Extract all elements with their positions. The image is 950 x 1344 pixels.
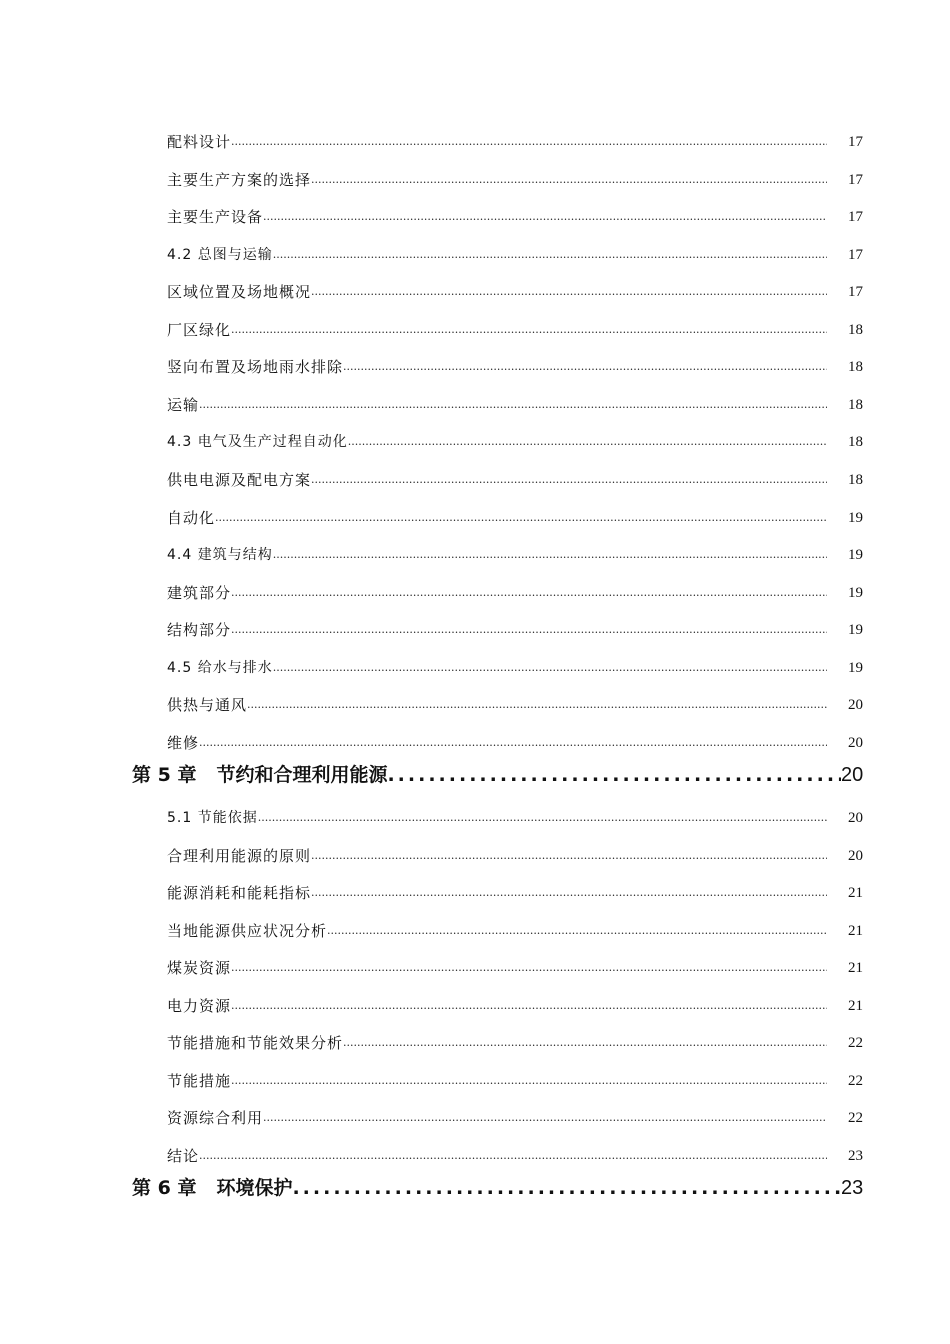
toc-entry-page: 19 <box>848 547 863 563</box>
toc-entry-page: 18 <box>848 322 863 338</box>
toc-entry[interactable] <box>167 504 863 528</box>
toc-entry[interactable] <box>167 729 863 753</box>
dot-leader <box>343 357 827 377</box>
dot-leader <box>311 282 827 302</box>
toc-entry[interactable] <box>167 842 863 866</box>
toc-entry-page: 19 <box>848 510 863 526</box>
toc-entry[interactable] <box>167 616 863 640</box>
toc-entry[interactable] <box>167 391 863 415</box>
dot-leader <box>231 583 827 603</box>
toc-entry-title: 4.2 总图与运输 <box>167 247 273 263</box>
toc-entry[interactable] <box>167 654 863 678</box>
toc-entry-page: 20 <box>848 697 863 713</box>
chapter-number: 第 6 章 <box>132 1177 197 1199</box>
dot-leader <box>199 733 827 753</box>
toc-entry-title: 供电电源及配电方案 <box>167 471 312 489</box>
dot-leader <box>231 320 827 340</box>
toc-entry-title: 煤炭资源 <box>167 959 232 977</box>
toc-entry-page: 17 <box>848 209 863 225</box>
chapter-number: 第 5 章 <box>132 764 197 786</box>
toc-entry-page: 20 <box>848 848 863 864</box>
toc-entry[interactable] <box>167 278 863 302</box>
toc-entry[interactable] <box>167 1029 863 1053</box>
toc-entry-title: 竖向布置及场地雨水排除 <box>167 358 344 376</box>
toc-entry[interactable] <box>167 1142 863 1166</box>
toc-chapter-6[interactable] <box>132 1171 863 1201</box>
dot-leader <box>348 432 827 452</box>
toc-entry-page: 23 <box>848 1148 863 1164</box>
toc-entry-title: 主要生产方案的选择 <box>167 171 312 189</box>
toc-entry-page: 21 <box>848 960 863 976</box>
dot-leader <box>231 1071 827 1091</box>
toc-entry-page: 21 <box>848 998 863 1014</box>
toc-entry[interactable] <box>167 1104 863 1128</box>
toc-entry[interactable] <box>167 804 863 828</box>
toc-entry[interactable] <box>167 579 863 603</box>
dot-leader <box>273 658 827 678</box>
toc-entry-title: 主要生产设备 <box>167 208 264 226</box>
toc-entry-title: 建筑部分 <box>167 584 232 602</box>
chapter-title: 环境保护 <box>216 1177 293 1199</box>
toc-entry-title: 结构部分 <box>167 621 232 639</box>
toc-entry[interactable] <box>167 203 863 227</box>
toc-entry-page: 18 <box>848 434 863 450</box>
toc-entry[interactable] <box>167 166 863 190</box>
chapter-page: 20 <box>841 764 864 786</box>
chapter-title: 节约和合理利用能源 <box>216 764 388 786</box>
toc-entry-page: 19 <box>848 585 863 601</box>
toc-entry-title: 运输 <box>167 396 200 414</box>
toc-entry[interactable] <box>167 541 863 565</box>
dot-leader <box>311 170 827 190</box>
dot-leader <box>247 695 827 715</box>
toc-entry-title: 4.5 给水与排水 <box>167 660 273 676</box>
toc-entry-page: 19 <box>848 622 863 638</box>
dot-leader <box>343 1033 827 1053</box>
toc-entry[interactable] <box>167 954 863 978</box>
toc-entry-title: 5.1 节能依据 <box>167 810 258 826</box>
toc-entry-page: 18 <box>848 359 863 375</box>
dot-leader <box>263 207 827 227</box>
toc-entry-title: 自动化 <box>167 509 216 527</box>
dot-leader <box>199 1146 827 1166</box>
dot-leader <box>292 1175 841 1201</box>
toc-entry-title: 能源消耗和能耗指标 <box>167 884 312 902</box>
toc-entry-page: 20 <box>848 810 863 826</box>
toc-entry[interactable] <box>167 128 863 152</box>
dot-leader <box>311 846 827 866</box>
dot-leader <box>231 620 827 640</box>
toc-entry-page: 17 <box>848 172 863 188</box>
dot-leader <box>273 545 827 565</box>
toc-entry-page: 22 <box>848 1110 863 1126</box>
dot-leader <box>231 996 827 1016</box>
toc-entry-title: 区域位置及场地概况 <box>167 283 312 301</box>
dot-leader <box>273 245 827 265</box>
toc-entry[interactable] <box>167 917 863 941</box>
toc-entry-title: 资源综合利用 <box>167 1109 264 1127</box>
toc-entry[interactable] <box>167 992 863 1016</box>
dot-leader <box>311 883 827 903</box>
toc-entry[interactable] <box>167 241 863 265</box>
chapter-page: 23 <box>841 1177 864 1199</box>
toc-entry-page: 22 <box>848 1035 863 1051</box>
toc-entry-title: 节能措施 <box>167 1072 232 1090</box>
dot-leader <box>215 508 827 528</box>
dot-leader <box>263 1108 827 1128</box>
toc-entry[interactable] <box>167 428 863 452</box>
toc-entry-page: 18 <box>848 472 863 488</box>
toc-entry-title: 供热与通风 <box>167 696 248 714</box>
toc-entry[interactable] <box>167 691 863 715</box>
toc-entry-title: 厂区绿化 <box>167 321 232 339</box>
toc-entry-page: 17 <box>848 134 863 150</box>
toc-entry-title: 配料设计 <box>167 133 232 151</box>
toc-entry-page: 22 <box>848 1073 863 1089</box>
toc-entry-page: 20 <box>848 735 863 751</box>
toc-entry-title: 电力资源 <box>167 997 232 1015</box>
dot-leader <box>258 808 827 828</box>
toc-entry[interactable] <box>167 353 863 377</box>
toc-entry-title: 维修 <box>167 734 200 752</box>
toc-entry-title: 4.4 建筑与结构 <box>167 547 273 563</box>
toc-entry-page: 19 <box>848 660 863 676</box>
dot-leader <box>327 921 827 941</box>
toc-entry-page: 17 <box>848 247 863 263</box>
toc-entry-title: 当地能源供应状况分析 <box>167 922 328 940</box>
toc-entry-title: 节能措施和节能效果分析 <box>167 1034 344 1052</box>
toc-entry-title: 合理利用能源的原则 <box>167 847 312 865</box>
toc-entry-page: 18 <box>848 397 863 413</box>
toc-entry-title: 4.3 电气及生产过程自动化 <box>167 434 348 450</box>
dot-leader <box>231 958 827 978</box>
toc-entry-page: 17 <box>848 284 863 300</box>
dot-leader <box>231 132 827 152</box>
dot-leader <box>311 470 827 490</box>
toc-entry[interactable] <box>167 316 863 340</box>
toc-entry[interactable] <box>167 879 863 903</box>
dot-leader <box>199 395 827 415</box>
toc-entry-page: 21 <box>848 923 863 939</box>
toc-entry[interactable] <box>167 1067 863 1091</box>
toc-entry-page: 21 <box>848 885 863 901</box>
dot-leader <box>387 762 841 788</box>
toc-entry-title: 结论 <box>167 1147 200 1165</box>
toc-entry[interactable] <box>167 466 863 490</box>
toc-chapter-5[interactable] <box>132 758 863 788</box>
